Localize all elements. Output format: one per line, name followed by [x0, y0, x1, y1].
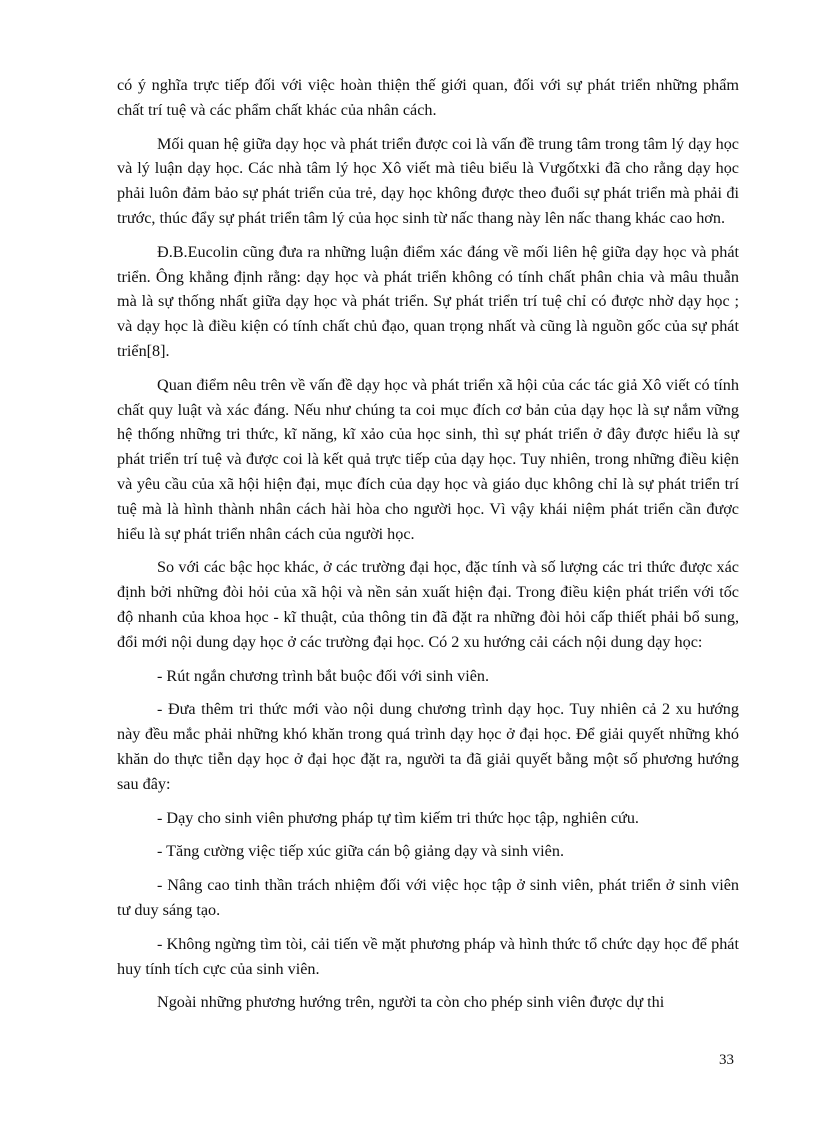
list-item: - Rút ngắn chương trình bắt buộc đối với sinh viên. — [157, 666, 490, 685]
paragraph-continuation: có ý nghĩa trực tiếp đối với việc hoàn thiện thế giới quan, đối với sự phát triển những phẩm chất trí tuệ và các phẩm chất khác của nhân cách. — [117, 76, 739, 119]
list-item: - Nâng cao tinh thần trách nhiệm đối với việc học tập ở sinh viên, phát triển ở sinh viên tư duy sáng tạo. — [117, 876, 739, 919]
paragraph-eucolin: Đ.B.Eucolin cũng đưa ra những luận điểm xác đáng về mối liên hệ giữa dạy học và phát triển. Ông khẳng định rằng: dạy học và phát triển không có tính chất phân chia và mâu thuẫn mà là sự thống nhất giữa dạy học và phát triển. Sự phát triển trí tuệ chỉ có được nhờ dạy học ; và dạy học là điều kiện có tính chất chủ đạo, quan trọng nhất và cũng là nguồn gốc của sự phát triển[8]. — [117, 242, 739, 360]
paragraph-viewpoint: Quan điểm nêu trên về vấn đề dạy học và phát triển xã hội của các tác giả Xô viết có tính chất quy luật và xác đáng. Nếu như chúng ta coi mục đích cơ bản của dạy học là sự nắm vững hệ thống những tri thức, kĩ năng, kĩ xảo của học sinh, thì sự phát triển ở đây được hiểu là sự phát triển trí tuệ và được coi là kết quả trực tiếp của dạy học. Tuy nhiên, trong những điều kiện và yêu cầu của xã hội hiện đại, mục đích của dạy học và giáo dục không chỉ là sự phát triển trí tuệ mà là hình thành nhân cách hài hòa cho người học. Vì vậy khái niệm phát triển cần được hiểu là sự phát triển nhân cách của người học. — [117, 375, 739, 543]
page-number: 33 — [719, 1052, 734, 1068]
page-body — [117, 73, 739, 1024]
paragraph-teaching-development: Mối quan hệ giữa dạy học và phát triển được coi là vấn đề trung tâm trong tâm lý dạy học và lý luận dạy học. Các nhà tâm lý học Xô viết mà tiêu biểu là Vưgốtxki đã cho rằng dạy học phải luôn đảm bảo sự phát triển của trẻ, dạy học không được theo đuổi sự phát triển mà phải đi trước, thúc đẩy sự phát triển tâm lý của học sinh từ nấc thang này lên nấc thang khác cao hơn. — [117, 134, 739, 227]
list-item: - Dạy cho sinh viên phương pháp tự tìm kiếm tri thức học tập, nghiên cứu. — [157, 808, 639, 827]
list-item: - Tăng cường việc tiếp xúc giữa cán bộ giảng dạy và sinh viên. — [157, 842, 564, 861]
list-item: - Không ngừng tìm tòi, cải tiến về mặt phương pháp và hình thức tổ chức dạy học để phát huy tính tích cực của sinh viên. — [117, 934, 739, 978]
paragraph-final: Ngoài những phương hướng trên, người ta còn cho phép sinh viên được dự thi — [157, 993, 665, 1012]
paragraph-university: So với các bậc học khác, ở các trường đại học, đặc tính và số lượng các tri thức được xác định bởi những đòi hỏi của xã hội và nền sản xuất hiện đại. Trong điều kiện phát triển với tốc độ nhanh của khoa học - kĩ thuật, của thông tin đã đặt ra những đòi hỏi cấp thiết phải bổ sung, đổi mới nội dung dạy học ở các trường đại học. Có 2 xu hướng cải cách nội dung dạy học: — [117, 558, 739, 651]
list-item: - Đưa thêm tri thức mới vào nội dung chương trình dạy học. Tuy nhiên cả 2 xu hướng này đều mắc phải những khó khăn trong quá trình dạy học ở đại học. Để giải quyết những khó khăn do thực tiễn dạy học ở đại học đặt ra, người ta đã giải quyết bằng một số phương hướng sau đây: — [117, 700, 739, 793]
